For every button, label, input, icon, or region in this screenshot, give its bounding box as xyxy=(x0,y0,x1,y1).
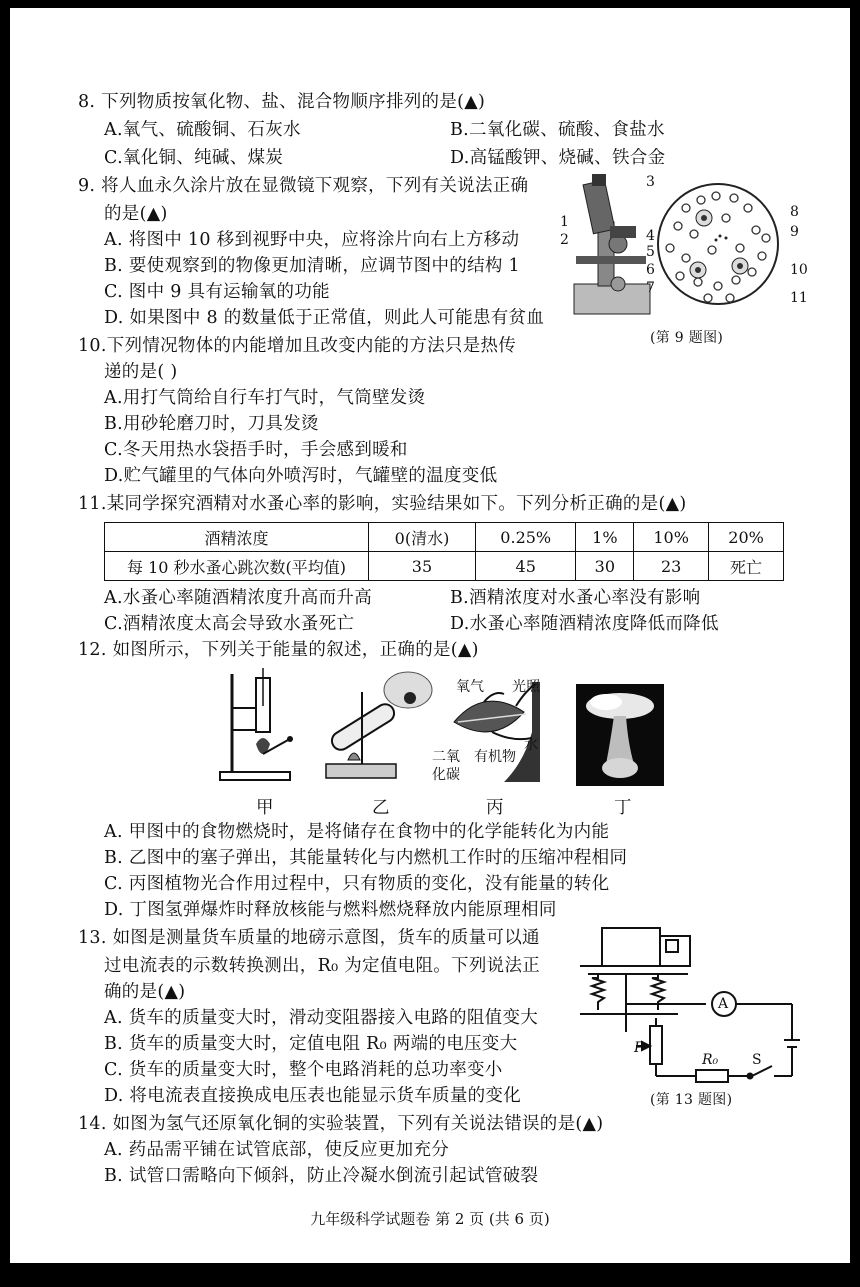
label-s: S xyxy=(752,1052,762,1068)
label-light: 光照 xyxy=(512,679,540,695)
q11-option-c: C.酒精浓度太高会导致水蚤死亡 xyxy=(104,614,355,634)
label-7: 7 xyxy=(646,280,655,296)
q10-stem-line2: 递的是( ) xyxy=(104,362,178,382)
q14-option-a: A. 药品需平铺在试管底部，使反应更加充分 xyxy=(104,1140,450,1160)
label-8: 8 xyxy=(790,204,799,220)
q12-stem: 12. 如图所示，下列关于能量的叙述，正确的是(▲) xyxy=(78,640,479,660)
q13-option-d: D. 将电流表直接换成电压表也能显示货车质量的变化 xyxy=(104,1086,522,1106)
table-header-cell: 0(清水) xyxy=(369,523,476,552)
q13-stem-line1: 13. 如图是测量货车质量的地磅示意图，货车的质量可以通 xyxy=(78,928,540,948)
q8-option-d: D.高锰酸钾、烧碱、铁合金 xyxy=(450,148,666,168)
q13-option-a: A. 货车的质量变大时，滑动变阻器接入电路的阻值变大 xyxy=(104,1008,539,1028)
q10-option-d: D.贮气罐里的气体向外喷泻时，气罐壁的温度变低 xyxy=(104,466,498,486)
table-header-cell: 0.25% xyxy=(475,523,576,552)
table-cell: 45 xyxy=(475,552,576,581)
q9-figure-caption: (第 9 题图) xyxy=(650,330,724,346)
q9-stem-line2: 的是(▲) xyxy=(104,204,168,224)
q8-stem: 8. 下列物质按氧化物、盐、混合物顺序排列的是(▲) xyxy=(78,92,486,112)
table-header-cell: 20% xyxy=(709,523,784,552)
label-co2-2: 化碳 xyxy=(432,767,460,783)
q13-stem-line3: 确的是(▲) xyxy=(104,982,186,1002)
fig-label-jia: 甲 xyxy=(256,798,274,818)
q13-stem-line2: 过电流表的示数转换测出，R₀ 为定值电阻。下列说法正 xyxy=(104,956,541,976)
q13-option-b: B. 货车的质量变大时，定值电阻 R₀ 两端的电压变大 xyxy=(104,1034,518,1054)
label-2: 2 xyxy=(560,232,569,248)
q9-option-b: B. 要使观察到的物像更加清晰，应调节图中的结构 1 xyxy=(104,256,520,276)
label-5: 5 xyxy=(646,244,655,260)
scan-border-top xyxy=(0,0,860,8)
table-header-cell: 10% xyxy=(634,523,709,552)
ammeter-symbol: A xyxy=(718,996,729,1012)
label-water: 水 xyxy=(524,737,538,753)
q9-option-d: D. 如果图中 8 的数量低于正常值，则此人可能患有贫血 xyxy=(104,308,545,328)
q8-option-b: B.二氧化碳、硫酸、食盐水 xyxy=(450,120,665,140)
fig-label-yi: 乙 xyxy=(372,798,390,818)
table-header-cell: 酒精浓度 xyxy=(105,523,369,552)
q14-option-b: B. 试管口需略向下倾斜，防止冷凝水倒流引起试管破裂 xyxy=(104,1166,539,1186)
label-r0: R₀ xyxy=(702,1052,719,1068)
label-oxygen: 氧气 xyxy=(456,679,484,695)
label-1: 1 xyxy=(560,214,569,230)
label-4: 4 xyxy=(646,228,655,244)
q9-stem-line1: 9. 将人血永久涂片放在显微镜下观察，下列有关说法正确 xyxy=(78,176,529,196)
q11-data-table xyxy=(104,522,784,581)
q11-option-a: A.水蚤心率随酒精浓度升高而升高 xyxy=(104,588,372,608)
figure-jia-food-burning xyxy=(218,668,298,784)
q11-stem: 11.某同学探究酒精对水蚤心率的影响，实验结果如下。下列分析正确的是(▲) xyxy=(78,494,687,514)
label-6: 6 xyxy=(646,262,655,278)
scan-border-left xyxy=(0,0,10,1287)
table-header-cell: 1% xyxy=(576,523,634,552)
q10-option-b: B.用砂轮磨刀时，刀具发烫 xyxy=(104,414,319,434)
blood-smear-figure xyxy=(656,178,784,312)
page-footer: 九年级科学试题卷 第 2 页 (共 6 页) xyxy=(310,1210,550,1228)
label-11: 11 xyxy=(790,290,808,306)
q10-option-c: C.冬天用热水袋捂手时，手会感到暖和 xyxy=(104,440,408,460)
q13-figure-caption: (第 13 题图) xyxy=(650,1092,733,1108)
q9-option-a: A. 将图中 10 移到视野中央，应将涂片向右上方移动 xyxy=(104,230,520,250)
weighbridge-circuit-figure xyxy=(578,922,802,1092)
label-3: 3 xyxy=(646,174,655,190)
q10-stem-line1: 10.下列情况物体的内能增加且改变内能的方法只是热传 xyxy=(78,336,517,356)
table-cell: 每 10 秒水蚤心跳次数(平均值) xyxy=(105,552,369,581)
q11-option-d: D.水蚤心率随酒精浓度降低而降低 xyxy=(450,614,719,634)
q14-stem: 14. 如图为氢气还原氧化铜的实验装置，下列有关说法错误的是(▲) xyxy=(78,1114,604,1134)
table-cell: 30 xyxy=(576,552,634,581)
q8-option-a: A.氧气、硫酸铜、石灰水 xyxy=(104,120,301,140)
q8-option-c: C.氧化铜、纯碱、煤炭 xyxy=(104,148,284,168)
label-9: 9 xyxy=(790,224,799,240)
label-p: P xyxy=(634,1040,644,1056)
fig-label-ding: 丁 xyxy=(614,798,632,818)
scan-border-bottom xyxy=(0,1263,860,1287)
label-co2-1: 二氧 xyxy=(432,749,460,765)
q13-option-c: C. 货车的质量变大时，整个电路消耗的总功率变小 xyxy=(104,1060,503,1080)
q12-option-c: C. 丙图植物光合作用过程中，只有物质的变化，没有能量的转化 xyxy=(104,874,610,894)
q9-option-c: C. 图中 9 具有运输氧的功能 xyxy=(104,282,330,302)
table-cell: 35 xyxy=(369,552,476,581)
q10-option-a: A.用打气筒给自行车打气时，气筒壁发烫 xyxy=(104,388,426,408)
figure-ding-explosion xyxy=(576,684,664,786)
figure-yi-test-tube xyxy=(318,668,438,786)
table-row xyxy=(105,552,784,581)
table-cell: 死亡 xyxy=(709,552,784,581)
q12-option-d: D. 丁图氢弹爆炸时释放核能与燃料燃烧释放内能原理相同 xyxy=(104,900,557,920)
table-row xyxy=(105,523,784,552)
scan-border-right xyxy=(850,0,860,1287)
q12-option-b: B. 乙图中的塞子弹出，其能量转化与内燃机工作时的压缩冲程相同 xyxy=(104,848,628,868)
table-cell: 23 xyxy=(634,552,709,581)
q12-option-a: A. 甲图中的食物燃烧时，是将储存在食物中的化学能转化为内能 xyxy=(104,822,610,842)
label-10: 10 xyxy=(790,262,808,278)
q11-option-b: B.酒精浓度对水蚤心率没有影响 xyxy=(450,588,701,608)
label-organic: 有机物 xyxy=(474,749,516,765)
fig-label-bing: 丙 xyxy=(486,798,504,818)
